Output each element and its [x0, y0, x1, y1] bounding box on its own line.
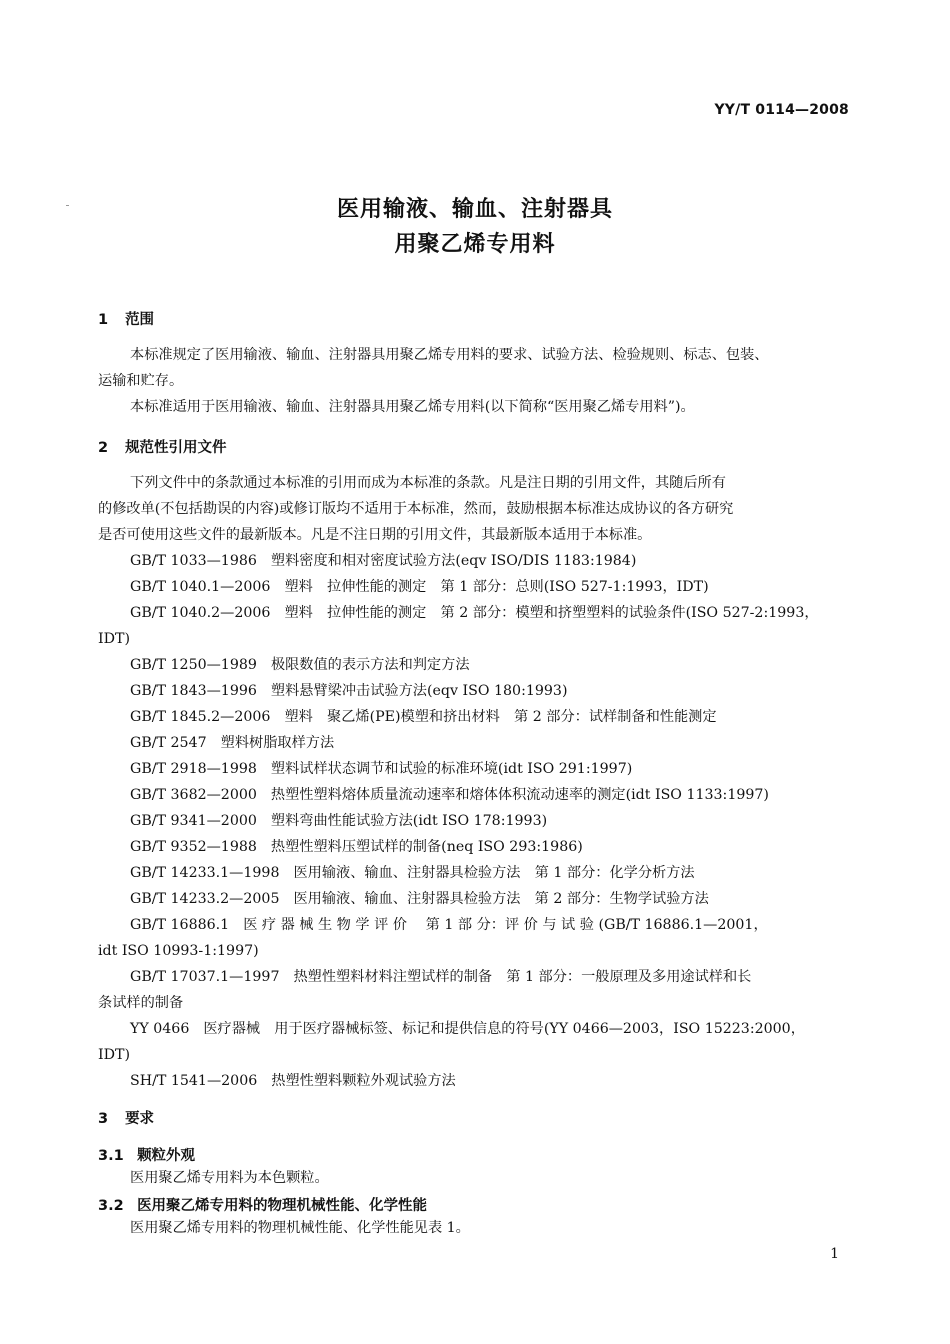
subsection-title: 医用聚乙烯专用料的物理机械性能、化学性能	[137, 1198, 428, 1214]
section-title: 规范性引用文件	[125, 440, 227, 456]
reference-item	[130, 681, 568, 701]
reference-code: GB/T 2918—1998	[130, 761, 257, 777]
reference-title: 医疗器械 用于医疗器械标签、标记和提供信息的符号(YY 0466—2003，ISO 15223:2000，	[203, 1021, 805, 1037]
reference-code: GB/T 1040.1—2006	[130, 579, 271, 595]
paragraph-line: 医用聚乙烯专用料的物理机械性能、化学性能见表 1。	[130, 1220, 470, 1236]
document-title-line1: 医用输液、输血、注射器具	[336, 197, 613, 222]
standard-code: YY/T 0114—2008	[714, 102, 849, 118]
reference-title: 医用输液、输血、注射器具检验方法 第 1 部分：化学分析方法	[293, 865, 695, 881]
reference-item	[130, 603, 819, 623]
reference-code: GB/T 17037.1—1997	[130, 969, 280, 985]
subsection-3-1-heading	[98, 1144, 195, 1165]
reference-code: GB/T 14233.1—1998	[130, 865, 280, 881]
reference-item	[130, 863, 695, 883]
paragraph-line: 下列文件中的条款通过本标准的引用而成为本标准的条款。凡是注日期的引用文件，其随后所有	[130, 475, 726, 491]
subsection-number: 3.2	[98, 1198, 124, 1214]
reference-code: GB/T 9341—2000	[130, 813, 257, 829]
reference-item	[130, 577, 709, 597]
subsection-3-2-heading	[98, 1194, 427, 1215]
reference-continuation: 条试样的制备	[98, 995, 184, 1011]
reference-title: 塑料密度和相对密度试验方法(eqv ISO/DIS 1183:1984)	[270, 553, 637, 569]
reference-title: 塑料弯曲性能试验方法(idt ISO 178:1993)	[270, 813, 548, 829]
reference-title: 塑料 拉伸性能的测定 第 2 部分：模塑和挤塑塑料的试验条件(ISO 527-2:1993，	[284, 605, 819, 621]
reference-title: 塑料 拉伸性能的测定 第 1 部分：总则(ISO 527-1:1993，IDT)	[284, 579, 709, 595]
reference-title: 医 疗 器 械 生 物 学 评 价 第 1 部 分：评 价 与 试 验 (GB/T 16886.1—2001，	[243, 917, 768, 933]
paragraph-line: 的修改单(不包括勘误的内容)或修订版均不适用于本标准，然而，鼓励根据本标准达成协议的各方研究	[98, 501, 734, 517]
reference-continuation: IDT)	[98, 631, 130, 647]
reference-item	[130, 837, 583, 857]
reference-item	[130, 655, 470, 675]
reference-continuation: IDT)	[98, 1047, 130, 1063]
reference-code: SH/T 1541—2006	[130, 1073, 258, 1089]
reference-code: YY 0466	[130, 1021, 190, 1037]
section-title: 范围	[125, 312, 155, 328]
reference-title: 塑料 聚乙烯(PE)模塑和挤出材料 第 2 部分：试样制备和性能测定	[284, 709, 717, 725]
reference-item	[130, 967, 751, 987]
reference-code: GB/T 1040.2—2006	[130, 605, 271, 621]
page-number: 1	[830, 1246, 839, 1262]
reference-item	[130, 733, 334, 753]
paragraph-line: 本标准适用于医用输液、输血、注射器具用聚乙烯专用料(以下简称“医用聚乙烯专用料”)。	[130, 399, 695, 415]
reference-item	[130, 1071, 456, 1091]
paragraph-line: 运输和贮存。	[98, 373, 184, 389]
reference-title: 热塑性塑料颗粒外观试验方法	[271, 1073, 456, 1089]
reference-item	[130, 785, 769, 805]
section-number: 1	[98, 312, 109, 328]
reference-title: 热塑性塑料熔体质量流动速率和熔体体积流动速率的测定(idt ISO 1133:1997)	[270, 787, 769, 803]
reference-title: 塑料树脂取样方法	[220, 735, 335, 751]
reference-code: GB/T 1250—1989	[130, 657, 257, 673]
paragraph-line: 本标准规定了医用输液、输血、注射器具用聚乙烯专用料的要求、试验方法、检验规则、标志、包装、	[130, 347, 769, 363]
document-title-line2: 用聚乙烯专用料	[394, 232, 556, 257]
reference-item	[130, 1019, 805, 1039]
reference-code: GB/T 3682—2000	[130, 787, 257, 803]
section-title: 要求	[125, 1111, 155, 1127]
section-number: 2	[98, 440, 109, 456]
reference-code: GB/T 1033—1986	[130, 553, 257, 569]
reference-item	[130, 551, 636, 571]
reference-item	[130, 889, 709, 909]
reference-continuation: idt ISO 10993-1:1997)	[98, 943, 259, 959]
subsection-title: 颗粒外观	[137, 1148, 196, 1164]
section-2-heading	[98, 436, 227, 457]
subsection-number: 3.1	[98, 1148, 124, 1164]
reference-code: GB/T 14233.2—2005	[130, 891, 280, 907]
reference-title: 塑料试样状态调节和试验的标准环境(idt ISO 291:1997)	[270, 761, 633, 777]
section-1-heading	[98, 308, 154, 329]
section-number: 3	[98, 1111, 109, 1127]
reference-title: 医用输液、输血、注射器具检验方法 第 2 部分：生物学试验方法	[293, 891, 709, 907]
reference-item	[130, 759, 632, 779]
section-3-heading	[98, 1107, 154, 1128]
reference-title: 极限数值的表示方法和判定方法	[270, 657, 470, 673]
reference-code: GB/T 1843—1996	[130, 683, 257, 699]
reference-item	[130, 915, 768, 935]
reference-title: 塑料悬臂梁冲击试验方法(eqv ISO 180:1993)	[270, 683, 568, 699]
paragraph-line: 医用聚乙烯专用料为本色颗粒。	[130, 1170, 329, 1186]
reference-code: GB/T 1845.2—2006	[130, 709, 271, 725]
paragraph-line: 是否可使用这些文件的最新版本。凡是不注日期的引用文件，其最新版本适用于本标准。	[98, 527, 652, 543]
reference-code: GB/T 2547	[130, 735, 207, 751]
reference-item	[130, 707, 717, 727]
reference-code: GB/T 16886.1	[130, 917, 230, 933]
reference-title: 热塑性塑料压塑试样的制备(neq ISO 293:1986)	[270, 839, 583, 855]
reference-code: GB/T 9352—1988	[130, 839, 257, 855]
reference-item	[130, 811, 547, 831]
reference-title: 热塑性塑料材料注塑试样的制备 第 1 部分：一般原理及多用途试样和长	[293, 969, 752, 985]
